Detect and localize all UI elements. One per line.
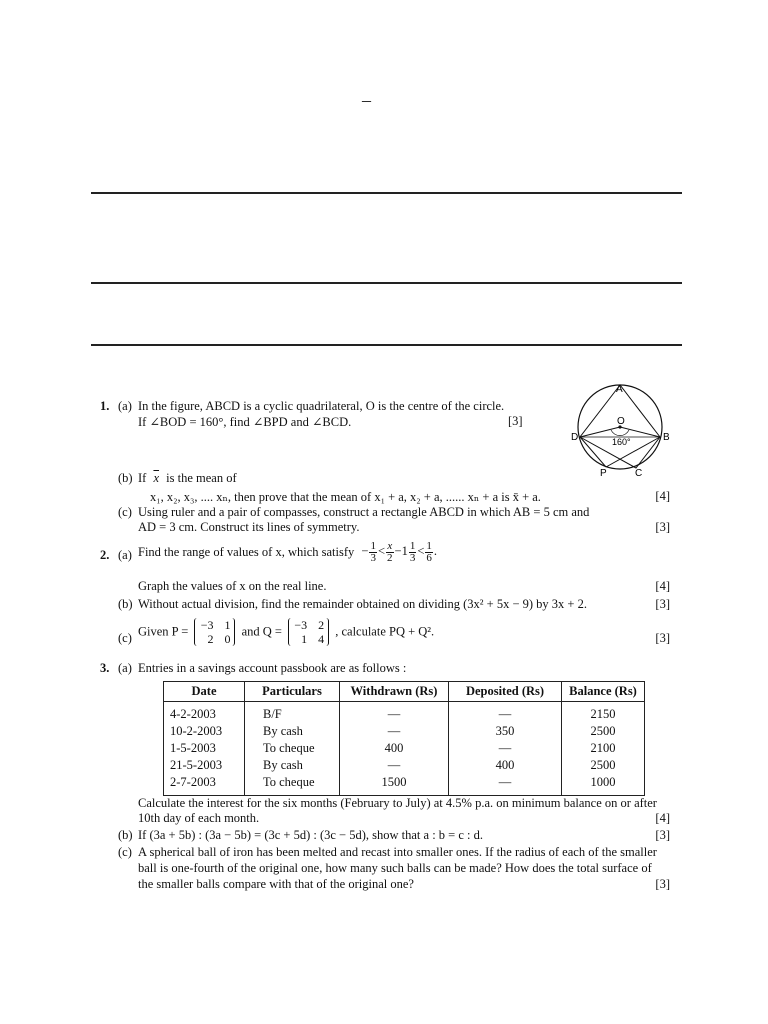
q3a-label: (a) bbox=[118, 661, 132, 675]
q2a-text bbox=[138, 541, 437, 564]
table-cell: 10-2-2003 bbox=[164, 723, 245, 740]
table-cell: — bbox=[449, 740, 562, 757]
rule-2 bbox=[91, 282, 682, 284]
header-dash: – bbox=[362, 90, 371, 110]
q1a-line1: In the figure, ABCD is a cyclic quadrilateral, O is the centre of the circle. bbox=[138, 399, 505, 413]
frac-2: $\frac{x}{2}$ bbox=[387, 540, 393, 564]
q1b-if: If bbox=[138, 471, 147, 485]
fig-label-C: C bbox=[635, 468, 643, 478]
table-cell: By cash bbox=[245, 757, 340, 774]
table-cell: — bbox=[449, 774, 562, 796]
q3a-after2: 10th day of each month. bbox=[138, 811, 260, 825]
fig-label-P: P bbox=[600, 468, 607, 478]
q3c-marks: [3] bbox=[655, 877, 670, 891]
q2c-tail: , calculate PQ + Q². bbox=[335, 624, 435, 639]
q3a-text: Entries in a savings account passbook are as follows : bbox=[138, 661, 407, 675]
q2a-label: (a) bbox=[118, 548, 132, 562]
q1b-line2: x₁, x₂, x₃, .... xₙ, then prove that the mean of x₁ + a, x₂ + a, ...... xₙ + a is x̄ + a. bbox=[150, 490, 541, 504]
fig-angle-label: 160° bbox=[612, 437, 631, 447]
table-cell: B/F bbox=[245, 702, 340, 724]
q3-number: 3. bbox=[100, 661, 110, 675]
q1b-line1 bbox=[138, 471, 237, 486]
table-cell: To cheque bbox=[245, 740, 340, 757]
col-withdrawn: Withdrawn (Rs) bbox=[340, 682, 449, 702]
q2c-text bbox=[138, 618, 434, 646]
q1b-marks: [4] bbox=[655, 489, 670, 503]
col-deposited: Deposited (Rs) bbox=[449, 682, 562, 702]
fig-label-O: O bbox=[617, 416, 625, 427]
q1-number: 1. bbox=[100, 399, 110, 413]
table-cell: 2500 bbox=[562, 723, 645, 740]
q2a-inequality: − $\frac{1}{3}$ < $\frac{x}{2}$ −1 $\frac{1}{3}$ < $\frac{1}{6}$ . bbox=[361, 540, 438, 564]
q1b-mean-of: is the mean of bbox=[166, 471, 237, 485]
rule-1 bbox=[91, 192, 682, 194]
q2c-label: (c) bbox=[118, 631, 132, 645]
passbook-header-row bbox=[164, 682, 645, 702]
q2-number: 2. bbox=[100, 548, 110, 562]
table-cell: 1-5-2003 bbox=[164, 740, 245, 757]
q3b-marks: [3] bbox=[655, 828, 670, 842]
table-cell: 2100 bbox=[562, 740, 645, 757]
table-row bbox=[164, 702, 645, 724]
table-cell: 350 bbox=[449, 723, 562, 740]
q2b-marks: [3] bbox=[655, 597, 670, 611]
table-row bbox=[164, 757, 645, 774]
q3c-label: (c) bbox=[118, 845, 132, 859]
q2b-text: Without actual division, find the remainder obtained on dividing (3x² + 5x − 9) by 3x + 2. bbox=[138, 597, 587, 611]
q2a-line2: Graph the values of x on the real line. bbox=[138, 579, 327, 593]
table-row bbox=[164, 740, 645, 757]
table-cell: 4-2-2003 bbox=[164, 702, 245, 724]
frac-3: $\frac{1}{3}$ bbox=[409, 540, 416, 564]
q3a-after1: Calculate the interest for the six months (February to July) at 4.5% p.a. on minimum balance on or after bbox=[138, 796, 657, 810]
q3c-line3: the smaller balls compare with that of the original one? bbox=[138, 877, 414, 891]
q2c-marks: [3] bbox=[655, 631, 670, 645]
q2c-and: and Q = bbox=[241, 624, 282, 639]
q3c-line2: ball is one-fourth of the original one, how many such balls can be made? How does the total surface of bbox=[138, 861, 652, 875]
table-cell: — bbox=[449, 702, 562, 724]
frac-1: $\frac{1}{3}$ bbox=[370, 540, 376, 564]
q3a-marks: [4] bbox=[655, 811, 670, 825]
col-balance: Balance (Rs) bbox=[562, 682, 645, 702]
col-particulars: Particulars bbox=[245, 682, 340, 702]
q1a-line2: If ∠BOD = 160°, find ∠BPD and ∠BCD. bbox=[138, 415, 352, 429]
fig-label-B: B bbox=[663, 432, 670, 443]
table-row bbox=[164, 774, 645, 796]
matrix-Q: −3 2 1 4 bbox=[288, 618, 329, 646]
q3b-label: (b) bbox=[118, 828, 133, 842]
q1c-label: (c) bbox=[118, 505, 132, 519]
table-cell: — bbox=[340, 723, 449, 740]
table-row bbox=[164, 723, 645, 740]
q1c-marks: [3] bbox=[655, 520, 670, 534]
fig-label-A: A bbox=[616, 384, 623, 395]
q2a-question: Find the range of values of x, which satisfy bbox=[138, 545, 355, 559]
matrix-P: −3 1 2 0 bbox=[194, 618, 235, 646]
q3c-line1: A spherical ball of iron has been melted and recast into smaller ones. If the radius of each of the smaller bbox=[138, 845, 657, 859]
q1b-label: (b) bbox=[118, 471, 133, 485]
table-cell: By cash bbox=[245, 723, 340, 740]
table-cell: 2-7-2003 bbox=[164, 774, 245, 796]
frac-4: $\frac{1}{6}$ bbox=[426, 540, 432, 564]
col-date: Date bbox=[164, 682, 245, 702]
rule-3 bbox=[91, 344, 682, 346]
q2c-given: Given P = bbox=[138, 624, 189, 639]
q1a-marks: [3] bbox=[508, 414, 523, 428]
passbook-table bbox=[163, 681, 645, 796]
table-cell: 400 bbox=[449, 757, 562, 774]
q1b-xbar: $\overline{x}$ bbox=[153, 471, 160, 485]
table-cell: 21-5-2003 bbox=[164, 757, 245, 774]
table-cell: 400 bbox=[340, 740, 449, 757]
cyclic-quadrilateral-figure bbox=[570, 382, 680, 478]
table-cell: 1500 bbox=[340, 774, 449, 796]
table-cell: — bbox=[340, 757, 449, 774]
table-cell: 2150 bbox=[562, 702, 645, 724]
table-cell: 2500 bbox=[562, 757, 645, 774]
q2a-marks: [4] bbox=[655, 579, 670, 593]
q1c-line1: Using ruler and a pair of compasses, construct a rectangle ABCD in which AB = 5 cm and bbox=[138, 505, 590, 519]
q3b-text: If (3a + 5b) : (3a − 5b) = (3c + 5d) : (3c − 5d), show that a : b = c : d. bbox=[138, 828, 483, 842]
table-cell: 1000 bbox=[562, 774, 645, 796]
q1c-line2: AD = 3 cm. Construct its lines of symmetry. bbox=[138, 520, 360, 534]
fig-label-D: D bbox=[571, 432, 579, 443]
q2b-label: (b) bbox=[118, 597, 133, 611]
table-cell: — bbox=[340, 702, 449, 724]
table-cell: To cheque bbox=[245, 774, 340, 796]
q1a-label: (a) bbox=[118, 399, 132, 413]
